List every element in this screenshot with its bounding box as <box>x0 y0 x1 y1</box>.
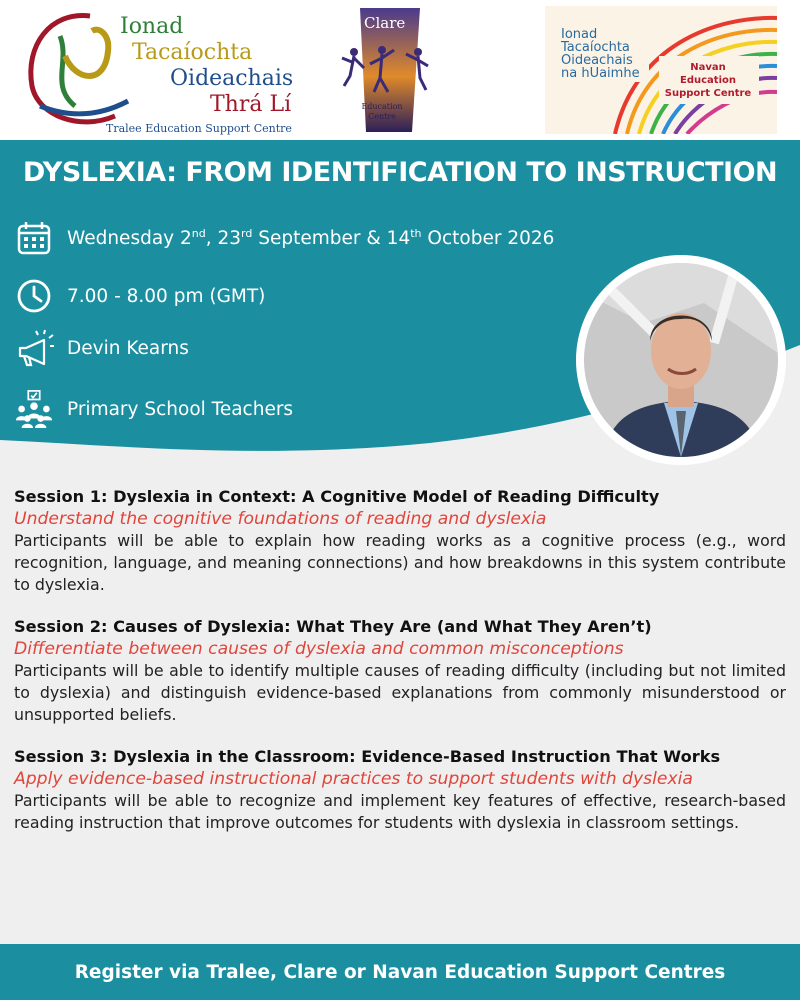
session-goal: Understand the cognitive foundations of reading and dyslexia <box>14 509 547 529</box>
navan-english-line: Navan <box>690 62 726 73</box>
tralee-line-3: Oideachais <box>170 66 294 91</box>
tralee-line-4: Thrá Lí <box>210 92 292 117</box>
sessions-list <box>14 486 786 854</box>
date-ordinal: th <box>410 226 422 240</box>
time-row <box>14 276 265 316</box>
session-description: Participants will be able to recognize and implement key features of effective, research-based reading instruction that improve outcomes for students with dyslexia in classroom settings. <box>14 791 786 832</box>
date-row <box>14 218 554 258</box>
navan-english-line: Education <box>680 75 736 86</box>
session-title: Session 3: Dyslexia in the Classroom: Evidence-Based Instruction That Works <box>14 747 721 766</box>
speaker-row <box>14 328 189 368</box>
event-title: DYSLEXIA: FROM IDENTIFICATION TO INSTRUCTION <box>22 157 778 188</box>
date-part: September & 14 <box>252 227 411 249</box>
clare-sub-line-2: Centre <box>368 112 396 121</box>
tralee-line-2: Tacaíochta <box>132 40 253 65</box>
calendar-icon <box>14 218 54 258</box>
group-icon <box>14 389 54 429</box>
date-ordinal: nd <box>191 226 206 240</box>
tralee-logo <box>20 6 310 136</box>
session-item <box>14 616 786 726</box>
clare-subtitle <box>340 102 424 122</box>
clock-icon <box>14 276 54 316</box>
session-item <box>14 746 786 834</box>
audience-row <box>14 389 293 429</box>
event-time: 7.00 - 8.00 pm (GMT) <box>67 285 266 307</box>
date-part: October 2026 <box>421 227 555 249</box>
event-date <box>67 228 554 249</box>
date-part: , 23 <box>205 227 242 249</box>
tralee-line-1: Ionad <box>120 14 184 39</box>
clare-title: Clare <box>364 14 406 32</box>
navan-english-line: Support Centre <box>664 88 752 99</box>
navan-irish-name <box>561 28 640 80</box>
navan-irish-line: na hUaimhe <box>561 66 640 81</box>
session-title: Session 2: Causes of Dyslexia: What They Are (and What They Aren’t) <box>14 617 652 636</box>
megaphone-icon <box>14 328 54 368</box>
clare-sub-line-1: Education <box>361 102 403 111</box>
navan-irish-line: Ionad <box>561 27 598 42</box>
navan-irish-line: Tacaíochta <box>561 40 630 55</box>
navan-logo <box>545 6 777 134</box>
register-text: Register via Tralee, Clare or Navan Education Support Centres <box>74 961 726 983</box>
session-item <box>14 486 786 596</box>
tralee-english-name: Tralee Education Support Centre <box>106 122 292 135</box>
session-title: Session 1: Dyslexia in Context: A Cognitive Model of Reading Difficulty <box>14 487 660 506</box>
session-description: Participants will be able to explain how reading works as a cognitive process (e.g., word recognition, language, and meaning connections) and how breakdowns in this system contribute to dyslexia. <box>14 531 786 594</box>
footer-banner <box>0 944 800 1000</box>
date-part: Wednesday 2 <box>67 227 192 249</box>
session-description: Participants will be able to identify multiple causes of reading difficulty (including but not limited to dyslexia) and distinguish evidence-based explanations from commonly misunderstood or unsupported beliefs. <box>14 661 786 724</box>
speaker-photo <box>584 263 778 457</box>
logo-band <box>0 0 800 140</box>
date-ordinal: rd <box>241 226 253 240</box>
target-audience: Primary School Teachers <box>67 398 294 420</box>
clare-logo <box>340 6 430 134</box>
session-goal: Differentiate between causes of dyslexia and common misconceptions <box>14 639 624 659</box>
tralee-swirl-icon <box>20 6 130 136</box>
navan-english-name <box>663 61 753 100</box>
session-goal: Apply evidence-based instructional practices to support students with dyslexia <box>14 769 693 789</box>
navan-irish-line: Oideachais <box>561 53 633 68</box>
speaker-name: Devin Kearns <box>67 337 189 359</box>
